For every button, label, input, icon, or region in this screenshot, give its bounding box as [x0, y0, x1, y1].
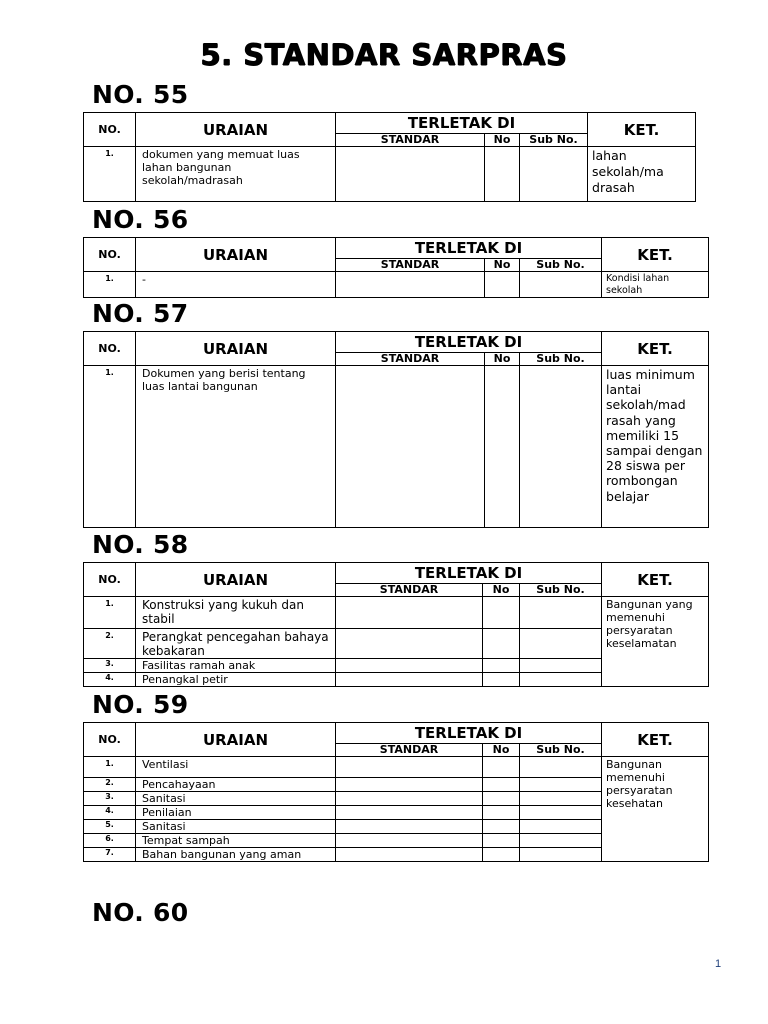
header-no-col: No [483, 744, 520, 757]
row-no-cell [483, 659, 520, 673]
section-heading-60: NO. 60 [92, 898, 189, 927]
header-sub-no: Sub No. [520, 134, 588, 147]
header-ket: KET. [602, 238, 709, 272]
header-sub-no: Sub No. [520, 584, 602, 597]
header-ket: KET. [602, 563, 709, 597]
header-no-col: No [483, 584, 520, 597]
row-sub-no-cell [520, 673, 602, 687]
section-heading-55: NO. 55 [92, 80, 189, 109]
header-no-col: No [485, 353, 520, 366]
row-sub-no-cell [520, 629, 602, 659]
header-no-col: No [485, 259, 520, 272]
row-number: 3. [84, 792, 136, 806]
header-standar: STANDAR [336, 584, 483, 597]
row-ket: lahan sekolah/ma drasah [588, 147, 696, 202]
header-uraian: URAIAN [136, 238, 336, 272]
header-standar: STANDAR [336, 259, 485, 272]
row-standar-cell [336, 147, 485, 202]
row-standar-cell [336, 820, 483, 834]
row-standar-cell [336, 757, 483, 778]
row-no-cell [485, 272, 520, 298]
row-uraian: Penilaian [136, 806, 336, 820]
row-standar-cell [336, 659, 483, 673]
row-uraian: Sanitasi [136, 792, 336, 806]
row-number: 2. [84, 629, 136, 659]
row-uraian: Fasilitas ramah anak [136, 659, 336, 673]
row-sub-no-cell [520, 834, 602, 848]
row-no-cell [485, 366, 520, 528]
row-no-cell [483, 834, 520, 848]
row-no-cell [483, 757, 520, 778]
row-standar-cell [336, 673, 483, 687]
row-no-cell [483, 820, 520, 834]
row-number: 1. [84, 597, 136, 629]
row-standar-cell [336, 366, 485, 528]
row-number: 6. [84, 834, 136, 848]
row-ket: Bangunan memenuhi persyaratan kesehatan [602, 757, 709, 862]
row-standar-cell [336, 778, 483, 792]
header-sub-no: Sub No. [520, 259, 602, 272]
row-standar-cell [336, 792, 483, 806]
table-row [84, 147, 696, 202]
row-no-cell [483, 806, 520, 820]
row-standar-cell [336, 806, 483, 820]
row-no-cell [483, 778, 520, 792]
header-ket: KET. [602, 332, 709, 366]
row-no-cell [483, 629, 520, 659]
header-no: NO. [84, 563, 136, 597]
header-terletak-di: TERLETAK DI [336, 238, 602, 259]
row-number: 1. [84, 272, 136, 298]
table-no-56 [83, 237, 709, 298]
row-sub-no-cell [520, 147, 588, 202]
header-terletak-di: TERLETAK DI [336, 723, 602, 744]
row-sub-no-cell [520, 366, 602, 528]
row-standar-cell [336, 272, 485, 298]
row-number: 5. [84, 820, 136, 834]
header-uraian: URAIAN [136, 723, 336, 757]
table-row [84, 597, 709, 629]
row-standar-cell [336, 597, 483, 629]
section-heading-56: NO. 56 [92, 205, 189, 234]
row-standar-cell [336, 848, 483, 862]
header-uraian: URAIAN [136, 332, 336, 366]
header-no: NO. [84, 113, 136, 147]
header-no: NO. [84, 332, 136, 366]
table-no-57 [83, 331, 709, 528]
row-sub-no-cell [520, 597, 602, 629]
row-sub-no-cell [520, 778, 602, 792]
row-uraian: Perangkat pencegahan bahaya kebakaran [136, 629, 336, 659]
row-no-cell [483, 848, 520, 862]
header-sub-no: Sub No. [520, 353, 602, 366]
row-uraian: Bahan bangunan yang aman [136, 848, 336, 862]
header-no-col: No [485, 134, 520, 147]
row-uraian: - [136, 272, 336, 298]
row-number: 3. [84, 659, 136, 673]
section-heading-57: NO. 57 [92, 299, 189, 328]
row-number: 1. [84, 147, 136, 202]
row-number: 2. [84, 778, 136, 792]
header-ket: KET. [602, 723, 709, 757]
header-standar: STANDAR [336, 134, 485, 147]
header-no: NO. [84, 723, 136, 757]
row-no-cell [483, 597, 520, 629]
table-no-59 [83, 722, 709, 862]
row-uraian: Sanitasi [136, 820, 336, 834]
header-standar: STANDAR [336, 353, 485, 366]
table-row [84, 272, 709, 298]
page-number: 1 [714, 958, 722, 970]
row-uraian: Penangkal petir [136, 673, 336, 687]
row-no-cell [483, 792, 520, 806]
header-terletak-di: TERLETAK DI [336, 113, 588, 134]
row-sub-no-cell [520, 272, 602, 298]
row-sub-no-cell [520, 659, 602, 673]
header-sub-no: Sub No. [520, 744, 602, 757]
row-number: 4. [84, 806, 136, 820]
row-number: 1. [84, 366, 136, 528]
header-uraian: URAIAN [136, 113, 336, 147]
header-terletak-di: TERLETAK DI [336, 332, 602, 353]
header-ket: KET. [588, 113, 696, 147]
table-row [84, 757, 709, 778]
row-uraian: dokumen yang memuat luas lahan bangunan sekolah/madrasah [136, 147, 336, 202]
row-no-cell [485, 147, 520, 202]
row-number: 4. [84, 673, 136, 687]
row-number: 7. [84, 848, 136, 862]
header-no: NO. [84, 238, 136, 272]
row-sub-no-cell [520, 757, 602, 778]
row-ket: luas minimum lantai sekolah/mad rasah yang memiliki 15 sampai dengan 28 siswa per rombongan belajar [602, 366, 709, 528]
row-standar-cell [336, 834, 483, 848]
row-standar-cell [336, 629, 483, 659]
row-ket: Bangunan yang memenuhi persyaratan keselamatan [602, 597, 709, 687]
row-uraian: Dokumen yang berisi tentang luas lantai bangunan [136, 366, 336, 528]
row-uraian: Konstruksi yang kukuh dan stabil [136, 597, 336, 629]
row-uraian: Pencahayaan [136, 778, 336, 792]
row-sub-no-cell [520, 792, 602, 806]
section-heading-59: NO. 59 [92, 690, 189, 719]
document-title: 5. STANDAR SARPRAS [200, 38, 568, 72]
header-terletak-di: TERLETAK DI [336, 563, 602, 584]
table-no-55 [83, 112, 696, 202]
row-uraian: Ventilasi [136, 757, 336, 778]
table-row [84, 366, 709, 528]
row-number: 1. [84, 757, 136, 778]
table-no-58 [83, 562, 709, 687]
header-standar: STANDAR [336, 744, 483, 757]
row-sub-no-cell [520, 820, 602, 834]
header-uraian: URAIAN [136, 563, 336, 597]
row-sub-no-cell [520, 848, 602, 862]
row-no-cell [483, 673, 520, 687]
row-uraian: Tempat sampah [136, 834, 336, 848]
section-heading-58: NO. 58 [92, 530, 189, 559]
row-ket: Kondisi lahan sekolah [602, 272, 709, 298]
row-sub-no-cell [520, 806, 602, 820]
